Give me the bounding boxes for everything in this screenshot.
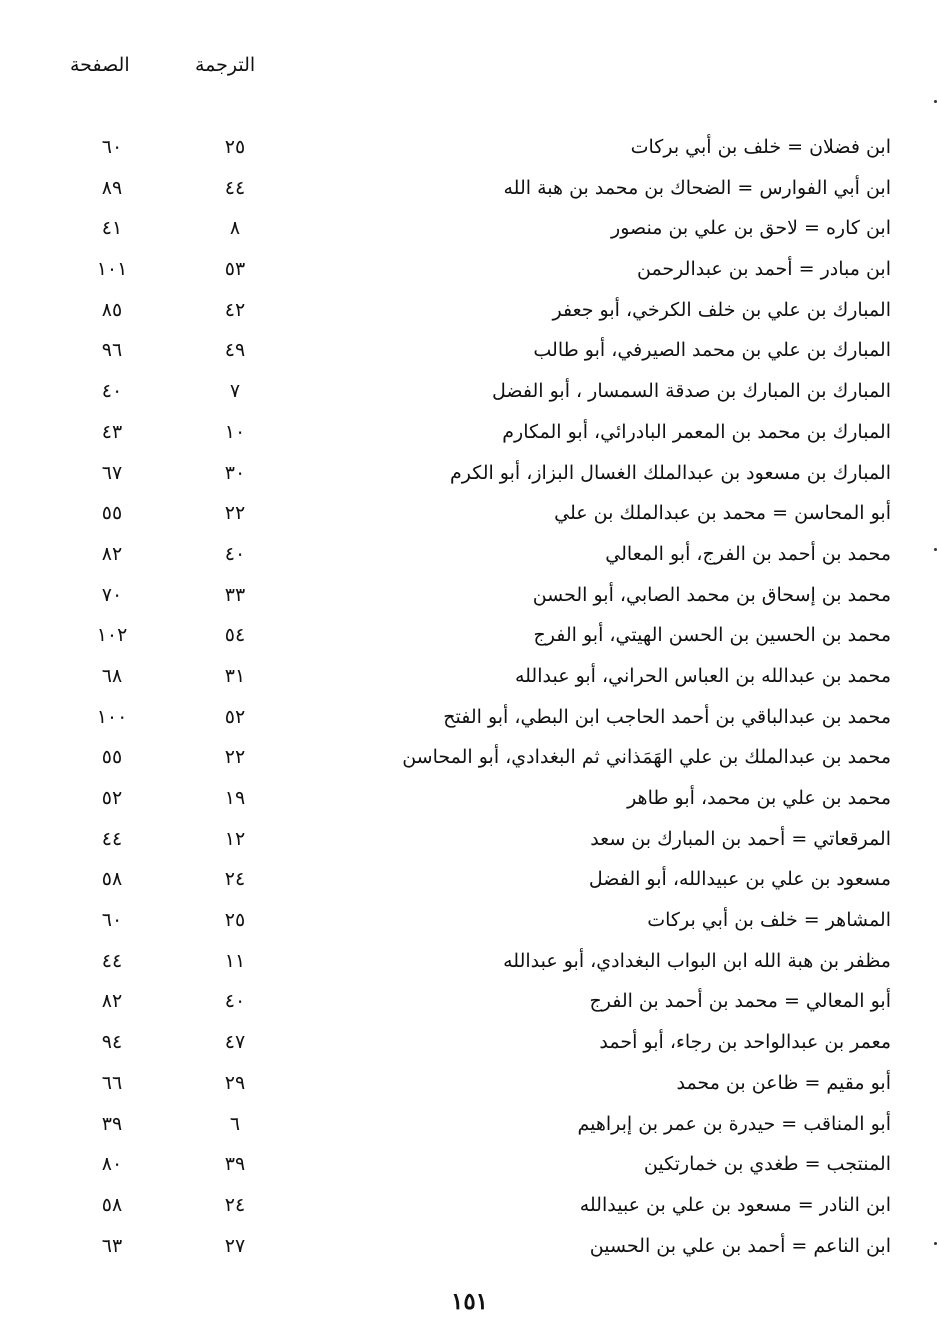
index-table bbox=[0, 132, 939, 1271]
entry-translation-number: ٢٢ bbox=[224, 502, 246, 525]
table-row bbox=[0, 783, 939, 824]
entry-page-number: ٦٨ bbox=[101, 664, 123, 687]
entry-name: محمد بن إسحاق بن محمد الصابي، أبو الحسن bbox=[532, 583, 891, 606]
entry-name: محمد بن عبدالله بن العباس الحراني، أبو عبدالله bbox=[514, 664, 891, 687]
entry-name: أبو المناقب = حيدرة بن عمر بن إبراهيم bbox=[577, 1112, 891, 1135]
entry-translation-number: ٣٩ bbox=[224, 1153, 246, 1176]
table-row bbox=[0, 173, 939, 214]
table-row bbox=[0, 905, 939, 946]
table-row bbox=[0, 376, 939, 417]
entry-name: أبو المعالي = محمد بن أحمد بن الفرج bbox=[589, 990, 891, 1013]
entry-page-number: ٧٠ bbox=[101, 583, 123, 606]
entry-translation-number: ٥٤ bbox=[224, 624, 246, 647]
entry-name: محمد بن عبدالملك بن علي الهَمَذاني ثم البغدادي، أبو المحاسن bbox=[402, 746, 891, 769]
entry-page-number: ٥٨ bbox=[101, 868, 123, 891]
column-header-translation: الترجمة bbox=[195, 54, 256, 76]
entry-page-number: ٥٨ bbox=[101, 1193, 123, 1216]
entry-name: معمر بن عبدالواحد بن رجاء، أبو أحمد bbox=[599, 1031, 891, 1054]
entry-page-number: ٨٢ bbox=[101, 990, 123, 1013]
entry-translation-number: ٢٥ bbox=[224, 909, 246, 932]
table-row bbox=[0, 620, 939, 661]
entry-page-number: ١٠٠ bbox=[96, 705, 128, 728]
entry-translation-number: ٤٧ bbox=[224, 1031, 246, 1054]
table-row bbox=[0, 539, 939, 580]
entry-page-number: ٣٩ bbox=[101, 1112, 123, 1135]
table-row bbox=[0, 417, 939, 458]
entry-translation-number: ٨ bbox=[229, 217, 241, 240]
entry-translation-number: ٧ bbox=[229, 380, 241, 403]
entry-page-number: ٥٥ bbox=[101, 502, 123, 525]
entry-translation-number: ١١ bbox=[224, 949, 246, 972]
entry-page-number: ٨٩ bbox=[101, 176, 123, 199]
table-row bbox=[0, 864, 939, 905]
entry-page-number: ٨٢ bbox=[101, 542, 123, 565]
entry-name: مسعود بن علي بن عبيدالله، أبو الفضل bbox=[588, 868, 891, 891]
scan-speck bbox=[934, 1242, 937, 1245]
entry-name: المبارك بن مسعود بن عبدالملك الغسال البزاز، أبو الكرم bbox=[449, 461, 891, 484]
entry-page-number: ٩٤ bbox=[101, 1031, 123, 1054]
entry-name: المبارك بن محمد بن المعمر البادرائي، أبو المكارم bbox=[502, 420, 891, 443]
entry-translation-number: ٤٠ bbox=[224, 542, 246, 565]
table-row bbox=[0, 1068, 939, 1109]
entry-translation-number: ٣٣ bbox=[224, 583, 246, 606]
entry-name: المرقعاتي = أحمد بن المبارك بن سعد bbox=[590, 827, 891, 850]
entry-page-number: ٤١ bbox=[101, 217, 123, 240]
entry-page-number: ١٠١ bbox=[96, 258, 128, 281]
table-row bbox=[0, 742, 939, 783]
entry-translation-number: ١٠ bbox=[224, 420, 246, 443]
entry-page-number: ٤٤ bbox=[101, 827, 123, 850]
entry-name: محمد بن أحمد بن الفرج، أبو المعالي bbox=[605, 542, 891, 565]
entry-page-number: ٥٥ bbox=[101, 746, 123, 769]
entry-page-number: ٨٥ bbox=[101, 298, 123, 321]
entry-page-number: ٤٠ bbox=[101, 380, 123, 403]
table-row bbox=[0, 824, 939, 865]
table-row bbox=[0, 1027, 939, 1068]
table-row bbox=[0, 1190, 939, 1231]
entry-name: أبو المحاسن = محمد بن عبدالملك بن علي bbox=[554, 502, 891, 525]
table-row bbox=[0, 458, 939, 499]
entry-translation-number: ٥٣ bbox=[224, 258, 246, 281]
entry-name: أبو مقيم = ظاعن بن محمد bbox=[676, 1071, 891, 1094]
entry-translation-number: ٤٠ bbox=[224, 990, 246, 1013]
entry-page-number: ١٠٢ bbox=[96, 624, 128, 647]
entry-translation-number: ٢٧ bbox=[224, 1234, 246, 1257]
entry-name: المبارك بن علي بن خلف الكرخي، أبو جعفر bbox=[552, 298, 891, 321]
table-row bbox=[0, 580, 939, 621]
entry-translation-number: ٤٩ bbox=[224, 339, 246, 362]
entry-page-number: ٦٠ bbox=[101, 136, 123, 158]
entry-name: ابن النادر = مسعود بن علي بن عبيدالله bbox=[579, 1193, 891, 1216]
entry-page-number: ٥٢ bbox=[101, 787, 123, 809]
entry-page-number: ٦٧ bbox=[101, 461, 123, 484]
entry-translation-number: ٣٠ bbox=[224, 461, 246, 484]
table-row bbox=[0, 254, 939, 295]
entry-name: محمد بن الحسين بن الحسن الهيتي، أبو الفرج bbox=[533, 624, 891, 647]
table-row bbox=[0, 213, 939, 254]
entry-translation-number: ٣١ bbox=[224, 664, 246, 687]
entry-translation-number: ٤٤ bbox=[224, 176, 246, 199]
table-row bbox=[0, 1149, 939, 1190]
table-row bbox=[0, 1109, 939, 1150]
table-row bbox=[0, 335, 939, 376]
table-row bbox=[0, 946, 939, 987]
entry-translation-number: ١٢ bbox=[224, 827, 246, 850]
entry-translation-number: ٢٤ bbox=[224, 1193, 246, 1216]
entry-name: المبارك بن المبارك بن صدقة السمسار ، أبو الفضل bbox=[492, 380, 891, 403]
scan-speck bbox=[934, 548, 937, 551]
entry-translation-number: ٢٢ bbox=[224, 746, 246, 769]
entry-name: ابن الناعم = أحمد بن علي بن الحسين bbox=[589, 1234, 891, 1257]
table-row bbox=[0, 986, 939, 1027]
entry-translation-number: ٥٢ bbox=[224, 705, 246, 728]
entry-name: المشاهر = خلف بن أبي بركات bbox=[647, 909, 891, 932]
entry-translation-number: ٢٥ bbox=[224, 136, 246, 158]
entry-page-number: ٦٠ bbox=[101, 909, 123, 932]
page-number: ١٥١ bbox=[450, 1288, 489, 1315]
entry-name: المنتجب = طغدي بن خمارتكين bbox=[643, 1153, 891, 1176]
entry-page-number: ٨٠ bbox=[101, 1153, 123, 1176]
entry-page-number: ٩٦ bbox=[101, 339, 123, 362]
entry-translation-number: ١٩ bbox=[224, 787, 246, 809]
table-header bbox=[0, 54, 939, 84]
entry-page-number: ٤٣ bbox=[101, 420, 123, 443]
entry-name: ابن كاره = لاحق بن علي بن منصور bbox=[611, 217, 891, 240]
entry-name: المبارك بن علي بن محمد الصيرفي، أبو طالب bbox=[533, 339, 891, 362]
entry-name: محمد بن عبدالباقي بن أحمد الحاجب ابن البطي، أبو الفتح bbox=[443, 705, 891, 728]
table-row bbox=[0, 132, 939, 173]
entry-translation-number: ٢٩ bbox=[224, 1071, 246, 1094]
entry-page-number: ٤٤ bbox=[101, 949, 123, 972]
entry-name: مظفر بن هبة الله ابن البواب البغدادي، أبو عبدالله bbox=[503, 949, 891, 972]
scan-speck bbox=[934, 100, 937, 103]
entry-page-number: ٦٣ bbox=[101, 1234, 123, 1257]
table-row bbox=[0, 295, 939, 336]
entry-translation-number: ٦ bbox=[229, 1112, 241, 1135]
table-row bbox=[0, 1231, 939, 1272]
entry-name: محمد بن علي بن محمد، أبو طاهر bbox=[627, 787, 891, 809]
entry-page-number: ٦٦ bbox=[101, 1071, 123, 1094]
table-row bbox=[0, 661, 939, 702]
entry-name: ابن فضلان = خلف بن أبي بركات bbox=[630, 136, 891, 158]
table-row bbox=[0, 702, 939, 743]
entry-translation-number: ٢٤ bbox=[224, 868, 246, 891]
entry-name: ابن مبادر = أحمد بن عبدالرحمن bbox=[636, 258, 891, 281]
column-header-page: الصفحة bbox=[70, 54, 130, 76]
entry-name: ابن أبي الفوارس = الضحاك بن محمد بن هبة الله bbox=[503, 176, 891, 199]
table-row bbox=[0, 498, 939, 539]
entry-translation-number: ٤٢ bbox=[224, 298, 246, 321]
